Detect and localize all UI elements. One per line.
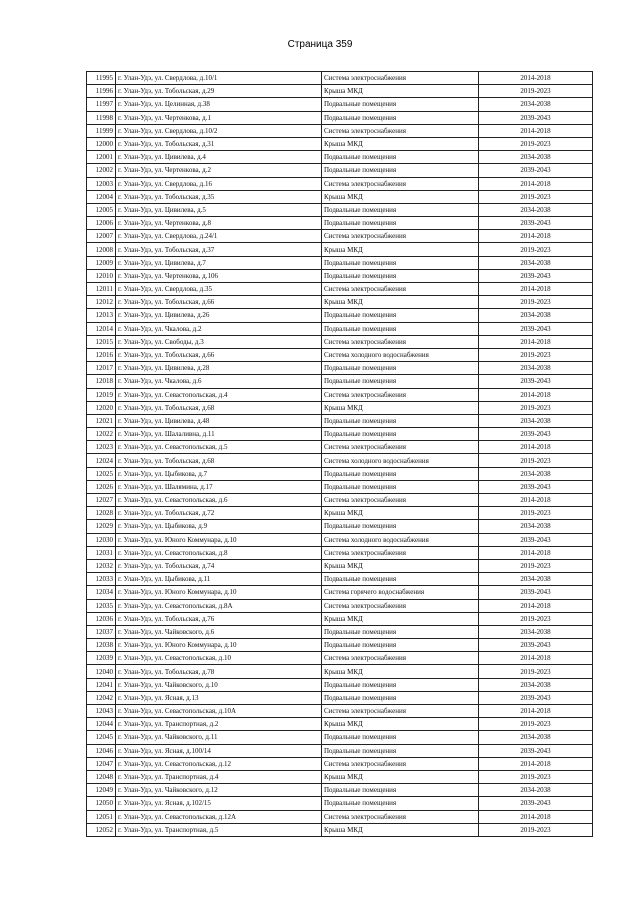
table-row <box>87 414 593 427</box>
address-cell: г. Улан-Удэ, ул. Свердлова, д.16 <box>116 177 322 190</box>
table-row <box>87 322 593 335</box>
system-cell: Система электроснабжения <box>322 494 479 507</box>
period-cell: 2014-2018 <box>479 72 593 85</box>
table-row <box>87 480 593 493</box>
address-cell: г. Улан-Удэ, ул. Цивилева, д.5 <box>116 203 322 216</box>
record-number-cell: 12016 <box>87 348 116 361</box>
period-cell: 2039-2043 <box>479 639 593 652</box>
table-row <box>87 401 593 414</box>
address-cell: г. Улан-Удэ, ул. Тобольская, д.31 <box>116 137 322 150</box>
address-cell: г. Улан-Удэ, ул. Севастопольская, д.10 <box>116 652 322 665</box>
address-cell: г. Улан-Удэ, ул. Цыбикова, д.9 <box>116 520 322 533</box>
system-cell: Подвальные помещения <box>322 480 479 493</box>
system-cell: Подвальные помещения <box>322 217 479 230</box>
address-cell: г. Улан-Удэ, ул. Свердлова, д.10/1 <box>116 72 322 85</box>
record-number-cell: 11997 <box>87 98 116 111</box>
period-cell: 2019-2023 <box>479 137 593 150</box>
table-row <box>87 124 593 137</box>
table-row <box>87 784 593 797</box>
address-cell: г. Улан-Удэ, ул. Чертенкова, д.1 <box>116 111 322 124</box>
period-cell: 2014-2018 <box>479 757 593 770</box>
record-number-cell: 12037 <box>87 625 116 638</box>
period-cell: 2019-2023 <box>479 243 593 256</box>
record-number-cell: 12005 <box>87 203 116 216</box>
system-cell: Крыша МКД <box>322 665 479 678</box>
record-number-cell: 12049 <box>87 784 116 797</box>
address-cell: г. Улан-Удэ, ул. Тобольская, д.66 <box>116 348 322 361</box>
address-cell: г. Улан-Удэ, ул. Цивилева, д.28 <box>116 362 322 375</box>
address-cell: г. Улан-Удэ, ул. Тобольская, д.66 <box>116 296 322 309</box>
table-row <box>87 520 593 533</box>
system-cell: Система электроснабжения <box>322 757 479 770</box>
record-number-cell: 12019 <box>87 388 116 401</box>
table-row <box>87 230 593 243</box>
system-cell: Подвальные помещения <box>322 428 479 441</box>
table-row <box>87 546 593 559</box>
period-cell: 2039-2043 <box>479 269 593 282</box>
period-cell: 2019-2023 <box>479 190 593 203</box>
table-row <box>87 731 593 744</box>
address-cell: г. Улан-Удэ, ул. Транспортная, д.4 <box>116 770 322 783</box>
table-row <box>87 691 593 704</box>
period-cell: 2034-2038 <box>479 203 593 216</box>
system-cell: Подвальные помещения <box>322 784 479 797</box>
system-cell: Система электроснабжения <box>322 705 479 718</box>
record-number-cell: 12013 <box>87 309 116 322</box>
system-cell: Система электроснабжения <box>322 230 479 243</box>
system-cell: Подвальные помещения <box>322 269 479 282</box>
address-cell: г. Улан-Удэ, ул. Целинная, д.38 <box>116 98 322 111</box>
system-cell: Крыша МКД <box>322 190 479 203</box>
record-number-cell: 11995 <box>87 72 116 85</box>
address-cell: г. Улан-Удэ, ул. Тобольская, д.78 <box>116 665 322 678</box>
table-row <box>87 586 593 599</box>
system-cell: Система электроснабжения <box>322 652 479 665</box>
period-cell: 2039-2043 <box>479 691 593 704</box>
record-number-cell: 12020 <box>87 401 116 414</box>
table-row <box>87 612 593 625</box>
address-cell: г. Улан-Удэ, ул. Цыбикова, д.11 <box>116 573 322 586</box>
period-cell: 2039-2043 <box>479 375 593 388</box>
record-number-cell: 12032 <box>87 559 116 572</box>
address-cell: г. Улан-Удэ, ул. Цивилева, д.26 <box>116 309 322 322</box>
table-row <box>87 362 593 375</box>
record-number-cell: 12001 <box>87 151 116 164</box>
table-row <box>87 454 593 467</box>
system-cell: Система электроснабжения <box>322 72 479 85</box>
table-row <box>87 164 593 177</box>
record-number-cell: 12026 <box>87 480 116 493</box>
record-number-cell: 12004 <box>87 190 116 203</box>
system-cell: Подвальные помещения <box>322 520 479 533</box>
period-cell: 2034-2038 <box>479 414 593 427</box>
address-cell: г. Улан-Удэ, ул. Цивилева, д.4 <box>116 151 322 164</box>
system-cell: Система горячего водоснабжения <box>322 586 479 599</box>
period-cell: 2019-2023 <box>479 559 593 572</box>
table-row <box>87 243 593 256</box>
record-number-cell: 12031 <box>87 546 116 559</box>
record-number-cell: 12048 <box>87 770 116 783</box>
address-cell: г. Улан-Удэ, ул. Юного Коммунара, д.10 <box>116 586 322 599</box>
record-number-cell: 12003 <box>87 177 116 190</box>
record-number-cell: 12042 <box>87 691 116 704</box>
address-cell: г. Улан-Удэ, ул. Юного Коммунара, д.10 <box>116 533 322 546</box>
period-cell: 2014-2018 <box>479 124 593 137</box>
system-cell: Система электроснабжения <box>322 546 479 559</box>
system-cell: Подвальные помещения <box>322 467 479 480</box>
table-row <box>87 665 593 678</box>
address-cell: г. Улан-Удэ, ул. Тобольская, д.68 <box>116 454 322 467</box>
record-number-cell: 12007 <box>87 230 116 243</box>
system-cell: Подвальные помещения <box>322 362 479 375</box>
system-cell: Система электроснабжения <box>322 441 479 454</box>
address-cell: г. Улан-Удэ, ул. Ясная, д.100/14 <box>116 744 322 757</box>
table-row <box>87 203 593 216</box>
period-cell: 2034-2038 <box>479 256 593 269</box>
table-row <box>87 625 593 638</box>
table-body <box>87 72 593 837</box>
period-cell: 2039-2043 <box>479 586 593 599</box>
address-cell: г. Улан-Удэ, ул. Чкалова, д.6 <box>116 375 322 388</box>
table-row <box>87 810 593 823</box>
period-cell: 2034-2038 <box>479 784 593 797</box>
address-cell: г. Улан-Удэ, ул. Чайковского, д.6 <box>116 625 322 638</box>
record-number-cell: 12029 <box>87 520 116 533</box>
record-number-cell: 12021 <box>87 414 116 427</box>
address-cell: г. Улан-Удэ, ул. Севастопольская, д.4 <box>116 388 322 401</box>
period-cell: 2014-2018 <box>479 177 593 190</box>
address-cell: г. Улан-Удэ, ул. Чайковского, д.11 <box>116 731 322 744</box>
address-cell: г. Улан-Удэ, ул. Цивилева, д.48 <box>116 414 322 427</box>
table-row <box>87 98 593 111</box>
table-row <box>87 705 593 718</box>
record-number-cell: 12039 <box>87 652 116 665</box>
system-cell: Подвальные помещения <box>322 164 479 177</box>
system-cell: Крыша МКД <box>322 85 479 98</box>
record-number-cell: 12038 <box>87 639 116 652</box>
record-number-cell: 12002 <box>87 164 116 177</box>
address-cell: г. Улан-Удэ, ул. Транспортная, д.2 <box>116 718 322 731</box>
period-cell: 2019-2023 <box>479 454 593 467</box>
system-cell: Система холодного водоснабжения <box>322 454 479 467</box>
address-cell: г. Улан-Удэ, ул. Шалаливна, д.11 <box>116 428 322 441</box>
record-number-cell: 12051 <box>87 810 116 823</box>
system-cell: Подвальные помещения <box>322 573 479 586</box>
table-row <box>87 151 593 164</box>
record-number-cell: 11996 <box>87 85 116 98</box>
period-cell: 2034-2038 <box>479 362 593 375</box>
record-number-cell: 12010 <box>87 269 116 282</box>
address-cell: г. Улан-Удэ, ул. Ясная, д.102/15 <box>116 797 322 810</box>
period-cell: 2019-2023 <box>479 507 593 520</box>
record-number-cell: 11999 <box>87 124 116 137</box>
period-cell: 2039-2043 <box>479 480 593 493</box>
address-cell: г. Улан-Удэ, ул. Чертенкова, д.8 <box>116 217 322 230</box>
system-cell: Крыша МКД <box>322 718 479 731</box>
record-number-cell: 12011 <box>87 283 116 296</box>
table-row <box>87 177 593 190</box>
address-cell: г. Улан-Удэ, ул. Юного Коммунара, д.10 <box>116 639 322 652</box>
system-cell: Подвальные помещения <box>322 691 479 704</box>
address-cell: г. Улан-Удэ, ул. Севастопольская, д.6 <box>116 494 322 507</box>
record-number-cell: 12036 <box>87 612 116 625</box>
system-cell: Система электроснабжения <box>322 124 479 137</box>
system-cell: Подвальные помещения <box>322 744 479 757</box>
table-row <box>87 335 593 348</box>
period-cell: 2034-2038 <box>479 98 593 111</box>
period-cell: 2019-2023 <box>479 823 593 836</box>
period-cell: 2014-2018 <box>479 388 593 401</box>
system-cell: Крыша МКД <box>322 507 479 520</box>
record-number-cell: 12040 <box>87 665 116 678</box>
period-cell: 2034-2038 <box>479 151 593 164</box>
period-cell: 2014-2018 <box>479 441 593 454</box>
period-cell: 2034-2038 <box>479 678 593 691</box>
address-cell: г. Улан-Удэ, ул. Чертенкова, д.2 <box>116 164 322 177</box>
table-row <box>87 190 593 203</box>
system-cell: Крыша МКД <box>322 401 479 414</box>
address-cell: г. Улан-Удэ, ул. Чкалова, д.2 <box>116 322 322 335</box>
system-cell: Подвальные помещения <box>322 731 479 744</box>
system-cell: Крыша МКД <box>322 770 479 783</box>
period-cell: 2034-2038 <box>479 467 593 480</box>
record-number-cell: 12043 <box>87 705 116 718</box>
table-row <box>87 639 593 652</box>
table-row <box>87 494 593 507</box>
period-cell: 2039-2043 <box>479 533 593 546</box>
period-cell: 2014-2018 <box>479 335 593 348</box>
system-cell: Подвальные помещения <box>322 309 479 322</box>
record-number-cell: 12027 <box>87 494 116 507</box>
address-cell: г. Улан-Удэ, ул. Шалямина, д.17 <box>116 480 322 493</box>
table-row <box>87 559 593 572</box>
period-cell: 2019-2023 <box>479 612 593 625</box>
record-number-cell: 12035 <box>87 599 116 612</box>
address-cell: г. Улан-Удэ, ул. Севастопольская, д.8А <box>116 599 322 612</box>
table-row <box>87 428 593 441</box>
period-cell: 2034-2038 <box>479 625 593 638</box>
system-cell: Подвальные помещения <box>322 414 479 427</box>
period-cell: 2014-2018 <box>479 705 593 718</box>
period-cell: 2039-2043 <box>479 428 593 441</box>
period-cell: 2039-2043 <box>479 111 593 124</box>
table-row <box>87 467 593 480</box>
table-row <box>87 283 593 296</box>
record-number-cell: 12008 <box>87 243 116 256</box>
system-cell: Крыша МКД <box>322 559 479 572</box>
registry-table <box>86 71 593 837</box>
table-row <box>87 85 593 98</box>
record-number-cell: 12045 <box>87 731 116 744</box>
system-cell: Подвальные помещения <box>322 797 479 810</box>
address-cell: г. Улан-Удэ, ул. Тобольская, д.29 <box>116 85 322 98</box>
address-cell: г. Улан-Удэ, ул. Ясная, д.13 <box>116 691 322 704</box>
period-cell: 2019-2023 <box>479 665 593 678</box>
system-cell: Подвальные помещения <box>322 375 479 388</box>
address-cell: г. Улан-Удэ, ул. Тобольская, д.37 <box>116 243 322 256</box>
system-cell: Подвальные помещения <box>322 151 479 164</box>
record-number-cell: 12014 <box>87 322 116 335</box>
table-row <box>87 296 593 309</box>
system-cell: Подвальные помещения <box>322 256 479 269</box>
record-number-cell: 12012 <box>87 296 116 309</box>
record-number-cell: 12024 <box>87 454 116 467</box>
address-cell: г. Улан-Удэ, ул. Чайковского, д.10 <box>116 678 322 691</box>
record-number-cell: 12030 <box>87 533 116 546</box>
table-row <box>87 388 593 401</box>
address-cell: г. Улан-Удэ, ул. Севастопольская, д.12А <box>116 810 322 823</box>
period-cell: 2034-2038 <box>479 731 593 744</box>
period-cell: 2019-2023 <box>479 296 593 309</box>
address-cell: г. Улан-Удэ, ул. Севастопольская, д.12 <box>116 757 322 770</box>
system-cell: Система электроснабжения <box>322 810 479 823</box>
address-cell: г. Улан-Удэ, ул. Тобольская, д.76 <box>116 612 322 625</box>
system-cell: Крыша МКД <box>322 243 479 256</box>
record-number-cell: 12050 <box>87 797 116 810</box>
table-row <box>87 217 593 230</box>
system-cell: Система электроснабжения <box>322 283 479 296</box>
address-cell: г. Улан-Удэ, ул. Транспортная, д.5 <box>116 823 322 836</box>
table-row <box>87 441 593 454</box>
record-number-cell: 12028 <box>87 507 116 520</box>
address-cell: г. Улан-Удэ, ул. Свободы, д.3 <box>116 335 322 348</box>
record-number-cell: 12000 <box>87 137 116 150</box>
system-cell: Крыша МКД <box>322 612 479 625</box>
table-row <box>87 718 593 731</box>
period-cell: 2014-2018 <box>479 283 593 296</box>
period-cell: 2034-2038 <box>479 573 593 586</box>
table-row <box>87 823 593 836</box>
record-number-cell: 12015 <box>87 335 116 348</box>
table-row <box>87 309 593 322</box>
address-cell: г. Улан-Удэ, ул. Тобольская, д.72 <box>116 507 322 520</box>
period-cell: 2039-2043 <box>479 322 593 335</box>
system-cell: Система холодного водоснабжения <box>322 533 479 546</box>
table-row <box>87 507 593 520</box>
system-cell: Система электроснабжения <box>322 388 479 401</box>
system-cell: Крыша МКД <box>322 137 479 150</box>
record-number-cell: 12023 <box>87 441 116 454</box>
table-row <box>87 797 593 810</box>
system-cell: Подвальные помещения <box>322 639 479 652</box>
address-cell: г. Улан-Удэ, ул. Свердлова, д.35 <box>116 283 322 296</box>
table-row <box>87 256 593 269</box>
record-number-cell: 12047 <box>87 757 116 770</box>
table-row <box>87 72 593 85</box>
record-number-cell: 12046 <box>87 744 116 757</box>
address-cell: г. Улан-Удэ, ул. Севастопольская, д.8 <box>116 546 322 559</box>
table-row <box>87 533 593 546</box>
period-cell: 2034-2038 <box>479 520 593 533</box>
system-cell: Подвальные помещения <box>322 678 479 691</box>
period-cell: 2019-2023 <box>479 348 593 361</box>
period-cell: 2014-2018 <box>479 652 593 665</box>
record-number-cell: 12025 <box>87 467 116 480</box>
system-cell: Крыша МКД <box>322 823 479 836</box>
table-row <box>87 375 593 388</box>
system-cell: Подвальные помещения <box>322 111 479 124</box>
address-cell: г. Улан-Удэ, ул. Свердлова, д.10/2 <box>116 124 322 137</box>
address-cell: г. Улан-Удэ, ул. Севастопольская, д.10А <box>116 705 322 718</box>
record-number-cell: 12052 <box>87 823 116 836</box>
period-cell: 2019-2023 <box>479 85 593 98</box>
system-cell: Крыша МКД <box>322 296 479 309</box>
period-cell: 2019-2023 <box>479 401 593 414</box>
period-cell: 2039-2043 <box>479 217 593 230</box>
record-number-cell: 11998 <box>87 111 116 124</box>
table-row <box>87 678 593 691</box>
record-number-cell: 12044 <box>87 718 116 731</box>
table-row <box>87 348 593 361</box>
period-cell: 2039-2043 <box>479 797 593 810</box>
system-cell: Система электроснабжения <box>322 177 479 190</box>
period-cell: 2019-2023 <box>479 718 593 731</box>
table-row <box>87 599 593 612</box>
period-cell: 2039-2043 <box>479 164 593 177</box>
table-row <box>87 757 593 770</box>
period-cell: 2019-2023 <box>479 770 593 783</box>
table-row <box>87 744 593 757</box>
record-number-cell: 12034 <box>87 586 116 599</box>
record-number-cell: 12041 <box>87 678 116 691</box>
table-row <box>87 573 593 586</box>
system-cell: Система электроснабжения <box>322 335 479 348</box>
record-number-cell: 12022 <box>87 428 116 441</box>
period-cell: 2039-2043 <box>479 744 593 757</box>
record-number-cell: 12033 <box>87 573 116 586</box>
system-cell: Подвальные помещения <box>322 322 479 335</box>
page-title: Страница 359 <box>287 39 353 50</box>
period-cell: 2014-2018 <box>479 810 593 823</box>
system-cell: Система электроснабжения <box>322 599 479 612</box>
table-row <box>87 111 593 124</box>
record-number-cell: 12018 <box>87 375 116 388</box>
address-cell: г. Улан-Удэ, ул. Севастопольская, д.5 <box>116 441 322 454</box>
record-number-cell: 12017 <box>87 362 116 375</box>
period-cell: 2034-2038 <box>479 309 593 322</box>
address-cell: г. Улан-Удэ, ул. Цивилева, д.7 <box>116 256 322 269</box>
address-cell: г. Улан-Удэ, ул. Цыбикова, д.7 <box>116 467 322 480</box>
system-cell: Система холодного водоснабжения <box>322 348 479 361</box>
system-cell: Подвальные помещения <box>322 98 479 111</box>
period-cell: 2014-2018 <box>479 546 593 559</box>
address-cell: г. Улан-Удэ, ул. Свердлова, д.24/1 <box>116 230 322 243</box>
address-cell: г. Улан-Удэ, ул. Тобольская, д.74 <box>116 559 322 572</box>
table-row <box>87 770 593 783</box>
address-cell: г. Улан-Удэ, ул. Чайковского, д.12 <box>116 784 322 797</box>
address-cell: г. Улан-Удэ, ул. Чертенкова, д.106 <box>116 269 322 282</box>
period-cell: 2014-2018 <box>479 599 593 612</box>
system-cell: Подвальные помещения <box>322 625 479 638</box>
period-cell: 2014-2018 <box>479 494 593 507</box>
table-row <box>87 269 593 282</box>
period-cell: 2014-2018 <box>479 230 593 243</box>
address-cell: г. Улан-Удэ, ул. Тобольская, д.68 <box>116 401 322 414</box>
system-cell: Подвальные помещения <box>322 203 479 216</box>
table-row <box>87 137 593 150</box>
address-cell: г. Улан-Удэ, ул. Тобольская, д.35 <box>116 190 322 203</box>
record-number-cell: 12009 <box>87 256 116 269</box>
table-row <box>87 652 593 665</box>
record-number-cell: 12006 <box>87 217 116 230</box>
